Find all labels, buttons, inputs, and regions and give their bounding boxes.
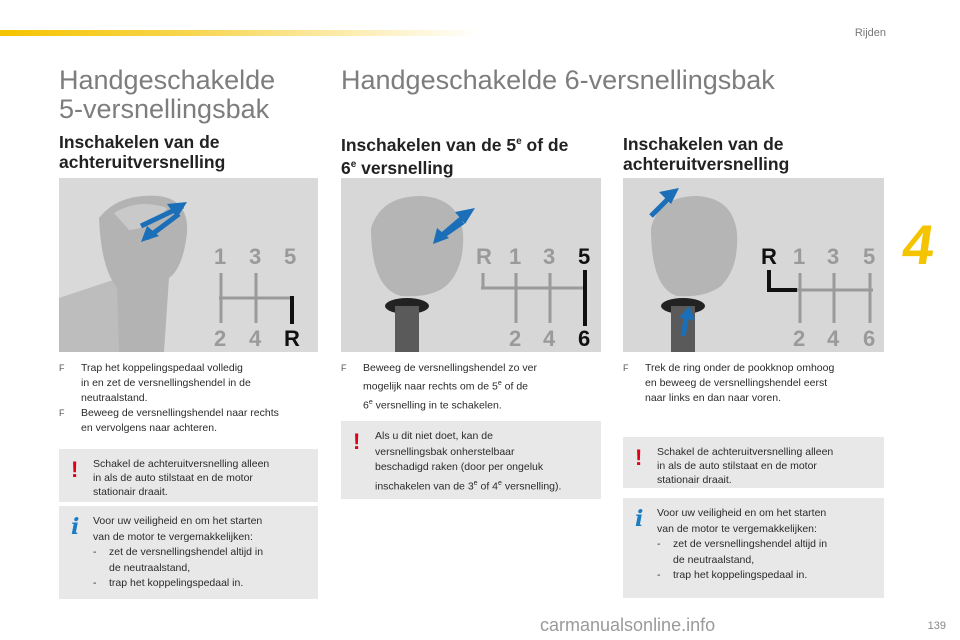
text-part: 6 <box>341 157 351 178</box>
text-line: Beweeg de versnellingshendel naar rechts <box>81 407 279 419</box>
gear-knob-photo-6speed-reverse <box>623 178 884 352</box>
gate-label: 2 <box>509 326 522 351</box>
info-box <box>59 506 318 599</box>
gate-label: R <box>284 326 300 351</box>
list-item <box>657 537 876 568</box>
text-line: naar links en dan naar voren. <box>645 392 782 404</box>
dash-icon: - <box>93 546 97 558</box>
text-line: Beweeg de versnellingshendel zo ver <box>363 362 537 374</box>
list-item <box>59 406 321 436</box>
gate-label: 1 <box>793 244 806 269</box>
chapter-color-bar <box>0 30 480 36</box>
bullet-icon: F <box>59 363 65 373</box>
list-item <box>341 361 603 413</box>
warning-box <box>59 449 318 502</box>
text-part: versnelling <box>356 157 454 178</box>
text-part: versnelling in te schakelen. <box>372 399 502 411</box>
text-part: inschakelen van de 3 <box>375 480 474 492</box>
warning-box <box>341 421 601 499</box>
page-number: 139 <box>927 620 946 632</box>
info-box <box>623 498 884 598</box>
gate-label: 3 <box>827 244 840 269</box>
text-line <box>375 476 593 495</box>
text-part: mogelijk naar rechts om de 5 <box>363 380 498 393</box>
gate-label: R <box>761 244 777 269</box>
text-line: trap het koppelingspedaal in. <box>109 577 244 589</box>
watermark: carmanualsonline.info <box>540 615 716 635</box>
warning-icon: ! <box>635 445 643 470</box>
right-instructions <box>623 361 885 406</box>
gate-label: 1 <box>214 244 227 269</box>
text-line: Trap het koppelingspedaal volledig <box>81 362 243 374</box>
superscript: e <box>498 479 502 487</box>
text-line: en vervolgens naar achteren. <box>81 422 218 434</box>
gate-label: 2 <box>793 326 806 351</box>
superscript: e <box>350 158 357 170</box>
gate-label: 6 <box>578 326 591 351</box>
superscript: e <box>497 380 502 387</box>
info-icon: i <box>635 506 644 532</box>
text-line: in als de auto stilstaat en de motor <box>657 460 817 472</box>
text-line: de neutraalstand, <box>109 561 191 574</box>
text-line: in als de auto stilstaat en de motor <box>93 472 253 484</box>
gate-label: 4 <box>249 326 262 351</box>
text-part: versnelling). <box>501 480 562 492</box>
gate-label: 5 <box>578 244 591 269</box>
chapter-number: 4 <box>898 213 939 276</box>
gate-label: 1 <box>509 244 522 269</box>
middle-instructions <box>341 361 603 413</box>
left-subtitle-line-2: achteruitversnelling <box>59 152 226 172</box>
text-line: trap het koppelingspedaal in. <box>673 569 808 581</box>
gate-label: R <box>476 244 492 269</box>
gate-label: 6 <box>863 326 876 351</box>
section-label: Rijden <box>854 27 886 39</box>
text-line: de neutraalstand, <box>673 553 755 566</box>
dash-icon: - <box>93 577 97 589</box>
text-line: zet de versnellingshendel altijd in <box>673 538 828 550</box>
dash-icon: - <box>657 538 661 550</box>
right-subtitle-line-1: Inschakelen van de <box>623 134 784 154</box>
text-line <box>363 376 603 395</box>
bullet-icon: F <box>623 363 629 373</box>
text-line: Schakel de achteruitversnelling alleen <box>657 446 834 458</box>
text-line: stationair draait. <box>93 486 168 498</box>
text-line: van de motor te vergemakkelijken: <box>657 522 817 535</box>
right-page-title: Handgeschakelde 6-versnellingsbak <box>341 65 775 95</box>
superscript: e <box>368 398 373 406</box>
gate-label: 5 <box>863 244 876 269</box>
text-line: in en zet de versnellingshendel in de <box>81 377 251 389</box>
bullet-icon: F <box>59 408 65 418</box>
text-line: neutraalstand. <box>81 392 148 404</box>
superscript: e <box>516 136 522 147</box>
list-item <box>59 361 321 406</box>
text-line: beschadigd raken (door per ongeluk <box>375 461 544 473</box>
text-part: Inschakelen van de 5 <box>341 134 517 155</box>
bullet-icon: F <box>341 363 347 373</box>
superscript: e <box>473 479 478 487</box>
left-subtitle <box>59 132 225 172</box>
gate-label: 4 <box>827 326 840 351</box>
gate-label: 5 <box>284 244 297 269</box>
text-part: of 4 <box>477 480 498 492</box>
gear-knob-photo-5speed <box>59 178 318 352</box>
left-subtitle-line-1: Inschakelen van de <box>59 132 220 152</box>
right-subtitle <box>623 134 789 174</box>
text-line: versnellingsbak onherstelbaar <box>375 445 515 458</box>
text-line: zet de versnellingshendel altijd in <box>109 546 264 558</box>
warning-box <box>623 437 884 488</box>
text-line: Trek de ring onder de pookknop omhoog <box>645 362 835 374</box>
text-part: of de <box>521 134 569 155</box>
text-line: Voor uw veiligheid en om het starten <box>93 515 263 527</box>
list-item <box>623 361 885 406</box>
gate-label: 3 <box>249 244 262 269</box>
gate-label: 4 <box>543 326 556 351</box>
text-line: Schakel de achteruitversnelling alleen <box>93 458 270 470</box>
left-title-line-2: 5-versnellingsbak <box>59 94 270 124</box>
list-item <box>93 576 310 592</box>
text-line: van de motor te vergemakkelijken: <box>93 530 253 543</box>
middle-subtitle <box>341 132 568 178</box>
text-part: of de <box>501 380 529 393</box>
text-line: stationair draait. <box>657 474 732 486</box>
left-title-line-1: Handgeschakelde <box>59 65 276 95</box>
text-line: en beweeg de versnellingshendel eerst <box>645 377 828 389</box>
gear-knob-photo-6speed-5-6 <box>341 178 601 352</box>
text-line: Voor uw veiligheid en om het starten <box>657 507 827 519</box>
dash-icon: - <box>657 569 661 581</box>
warning-icon: ! <box>353 429 361 454</box>
text-line: Als u dit niet doet, kan de <box>375 430 493 442</box>
right-subtitle-line-2: achteruitversnelling <box>623 154 790 174</box>
left-page-title <box>59 66 275 124</box>
left-instructions <box>59 361 321 436</box>
gate-label: 2 <box>214 326 227 351</box>
info-icon: i <box>71 514 80 540</box>
list-item <box>93 545 310 576</box>
list-item <box>657 568 876 584</box>
warning-icon: ! <box>71 457 79 482</box>
text-line <box>363 395 603 414</box>
gate-label: 3 <box>543 244 556 269</box>
text-part: 6 <box>363 399 369 411</box>
